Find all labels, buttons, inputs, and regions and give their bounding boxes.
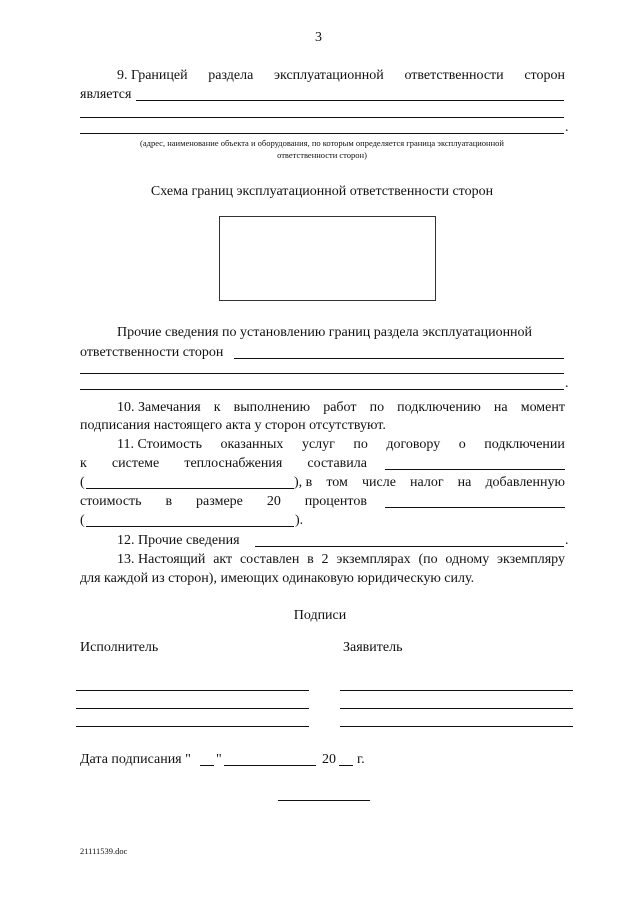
item11-line4: стоимость в размере 20 процентов [80,494,367,509]
signatures-title: Подписи [293,608,347,623]
applicant-label: Заявитель [343,640,403,655]
item11-open-paren-2: ( [80,513,85,528]
item11-line1: 11. Стоимость оказанных услуг по договору о подключении [117,437,565,452]
applicant-sign-line-3 [340,726,573,727]
item12-text: 12. Прочие сведения [117,533,240,548]
other-info-fill-line-2 [80,373,564,374]
item13-line2: для каждой из сторон), имеющих одинаковую юридическую силу. [80,571,475,586]
item11-tax-words-line [86,526,294,527]
item12-period: . [565,533,569,548]
separator-line [278,800,370,801]
signing-date-year: 20 [322,752,336,767]
item9-fill-line-2 [80,117,564,118]
signing-date-year-suffix: г. [357,752,365,767]
scheme-box [219,216,436,301]
item9-fill-line-3 [80,133,564,134]
item11-line3: ), в том числе налог на добавленную [294,475,565,490]
item11-open-paren-1: ( [80,475,85,490]
applicant-sign-line-1 [340,690,573,691]
signing-date-year-line [339,765,353,766]
other-info-line2: ответственности сторон [80,345,224,360]
item9-period: . [565,120,569,135]
item10-line1: 10. Замечания к выполнению работ по подключению на момент [117,400,565,415]
other-info-fill-line-1 [234,358,564,359]
item11-line2: к системе теплоснабжения составила [80,456,367,471]
scheme-title: Схема границ эксплуатационной ответственности сторон [150,184,494,199]
signing-date-quote-close: " [216,752,222,767]
item9-note-line2: ответственности сторон) [277,150,367,160]
item11-amount-words-line [86,488,294,489]
item13-line1: 13. Настоящий акт составлен в 2 экземплярах (по одному экземпляру [117,552,565,567]
item11-close-paren-2: ). [295,513,304,528]
item9-line1: 9. Границей раздела эксплуатационной ответственности сторон [117,68,565,83]
executor-label: Исполнитель [80,640,159,655]
item9-line2: является [80,87,132,102]
executor-sign-line-2 [76,708,309,709]
applicant-sign-line-2 [340,708,573,709]
item9-note-line1: (адрес, наименование объекта и оборудования, по которым определяется граница эксплуатационной [140,138,504,148]
other-info-fill-line-3 [80,389,564,390]
footer-filename: 21111539.doc [80,846,128,856]
item9-fill-line-1 [136,100,564,101]
item10-line2: подписания настоящего акта у сторон отсутствуют. [80,418,386,433]
executor-sign-line-3 [76,726,309,727]
item11-amount-line [385,469,565,470]
other-info-line1: Прочие сведения по установлению границ раздела эксплуатационной [117,325,533,340]
signing-date-label: Дата подписания " [80,752,191,767]
item12-fill-line [255,546,564,547]
signing-date-day-line [200,765,214,766]
other-info-period: . [565,376,569,391]
signing-date-month-line [224,765,316,766]
page-number: 3 [315,30,322,45]
item11-tax-line [385,507,565,508]
executor-sign-line-1 [76,690,309,691]
